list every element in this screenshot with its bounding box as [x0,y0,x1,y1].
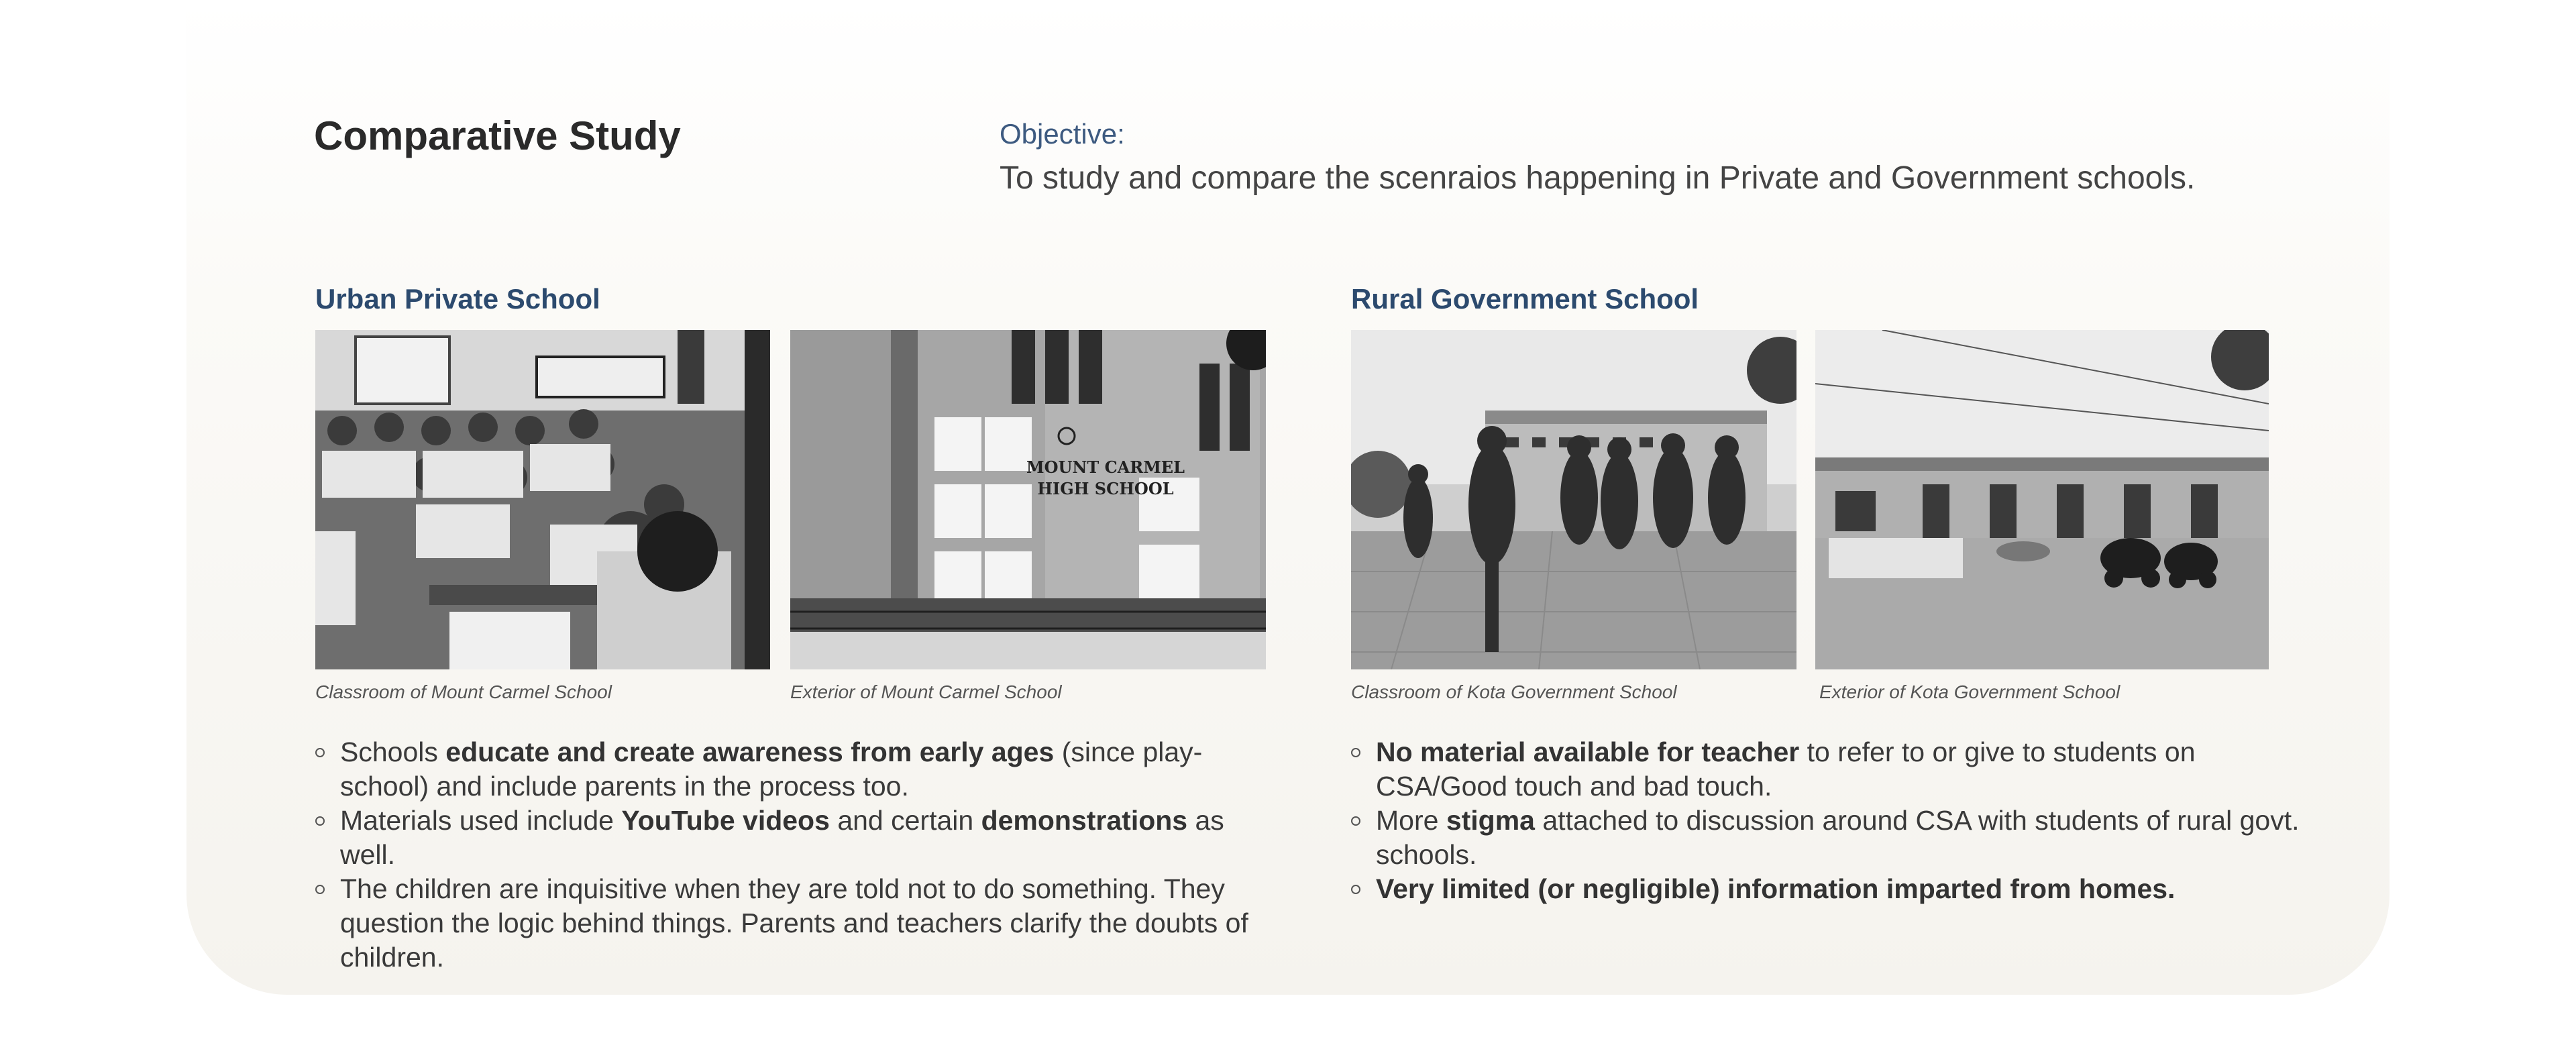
caption-urban-classroom: Classroom of Mount Carmel School [315,681,612,702]
objective-label: Objective: [1000,118,1125,150]
page-title: Comparative Study [314,113,681,158]
caption-urban-exterior: Exterior of Mount Carmel School [790,681,1062,702]
exterior-photo-urban [790,330,1266,669]
list-item: Very limited (or negligible) information imparted from homes. [1351,872,2304,906]
classroom-photo-rural [1351,330,1796,669]
objective-text: To study and compare the scenraios happening in Private and Government schools. [1000,160,2196,196]
caption-rural-exterior: Exterior of Kota Government School [1819,681,2121,702]
urban-section-heading: Urban Private School [315,283,600,315]
list-item: The children are inquisitive when they are told not to do something. They question the logic behind things. Parents and teachers clarify the doubts of children. [315,872,1268,975]
exterior-photo-rural [1815,330,2269,669]
caption-rural-classroom: Classroom of Kota Government School [1351,681,1677,702]
classroom-photo-urban [315,330,770,669]
list-item: More stigma attached to discussion around CSA with students of rural govt. schools. [1351,804,2304,872]
school-sign-line-1: MOUNT CARMEL [1026,457,1185,477]
list-item: No material available for teacher to refer to or give to students on CSA/Good touch and bad touch. [1351,735,2304,804]
rural-section-heading: Rural Government School [1351,283,1699,315]
list-item: Materials used include YouTube videos and certain demonstrations as well. [315,804,1268,872]
urban-bullet-list [315,735,1268,975]
list-item: Schools educate and create awareness from early ages (since play-school) and include parents in the process too. [315,735,1268,804]
school-sign-line-2: HIGH SCHOOL [1037,479,1174,498]
rural-bullet-list [1351,735,2304,906]
